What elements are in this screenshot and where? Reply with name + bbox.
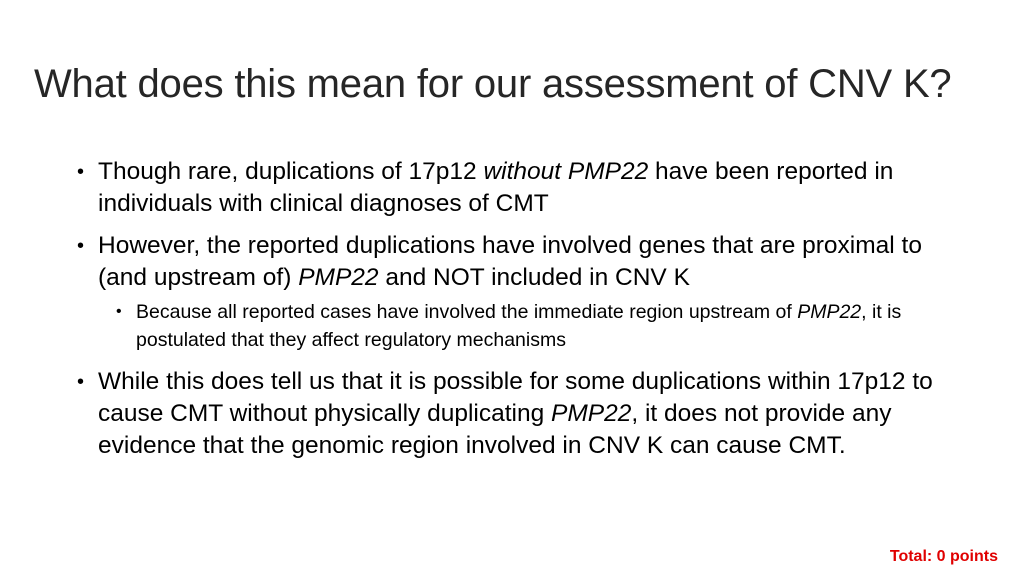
bullet-1-text: Though rare, duplications of 17p12 [98, 158, 484, 185]
total-points: Total: 0 points [889, 548, 998, 565]
bullet-1-italic: without PMP22 [483, 158, 649, 185]
sub-bullet-text: Because all reported cases have involved the immediate region upstream of [136, 301, 798, 323]
bullet-2-text: However, the reported duplications have involved genes that are proximal to (and upstream of) [98, 232, 922, 291]
bullet-item-2 [76, 230, 946, 294]
bullet-2-text-end: and NOT included in CNV K [378, 264, 690, 291]
sub-bullet-text-end: , it is postulated that they affect regulatory mechanisms [136, 301, 902, 351]
bullet-1-text-end: have been reported in individuals with clinical diagnoses of CMT [98, 158, 894, 217]
bullet-3-text-end: , it does not provide any evidence that the genomic region involved in CNV K can cause CMT. [98, 400, 892, 459]
bullet-3-italic: PMP22 [551, 400, 632, 427]
bullet-3-text: While this does tell us that it is possible for some duplications within 17p12 to cause CMT without physically duplicating [98, 368, 933, 427]
bullet-item-3 [76, 366, 946, 462]
sub-bullet-italic: PMP22 [797, 301, 862, 323]
slide-title: What does this mean for our assessment of CNV K? [34, 62, 952, 106]
bullet-item-1 [76, 156, 946, 220]
sub-bullet-dot-icon: • [116, 303, 122, 320]
bullet-dot-icon: • [77, 161, 85, 183]
bullet-dot-icon: • [77, 235, 85, 257]
bullet-2-italic: PMP22 [298, 264, 379, 291]
bullet-dot-icon: • [77, 371, 85, 393]
sub-bullet-item-1 [114, 298, 946, 354]
bullet-list [76, 156, 946, 472]
